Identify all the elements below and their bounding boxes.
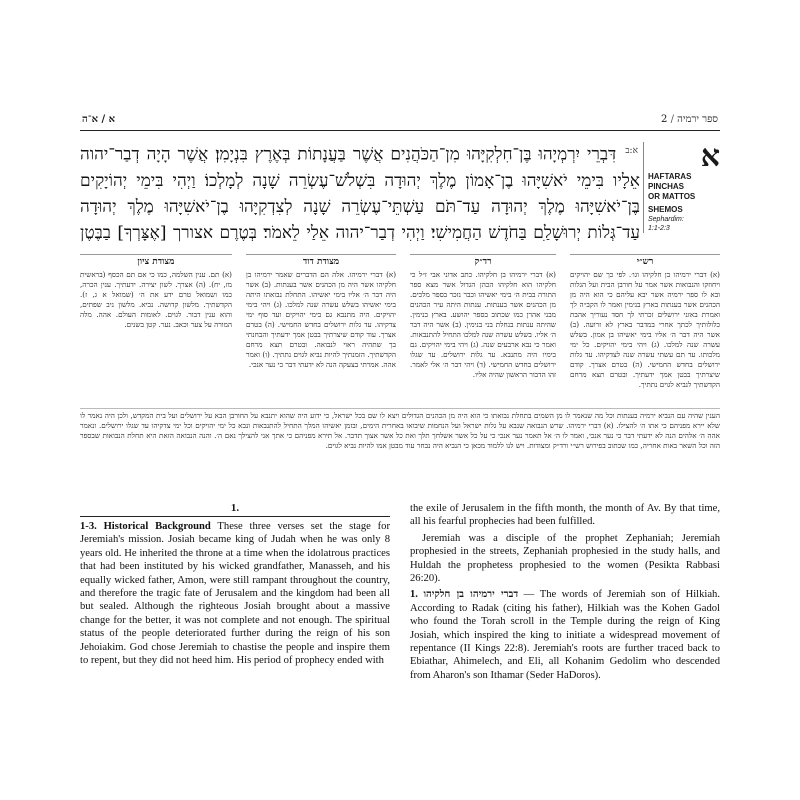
haftaras-label-3: OR MATTOS [648,192,696,201]
sephardim-label: Sephardim: [648,216,684,223]
english-paragraph [410,502,720,529]
paragraph-text: the exile of Jerusalem in the fifth month, the month of Av. By that time, all his fearful prophecies had been fulfilled. [410,503,720,528]
book-title: ספר ירמיה [677,114,718,125]
metzudas-tzion-commentary: (א) תם. ענין השלמה, כמו כי אם תם הכסף (בראשית מז, יח). (ה) אצרך. לשון יצירה. ידעתיך. ענין הכרה, כמו ושמואל טרם ידע את ה׳ (שמואל א ג, ז). הקדשתיך. מלשון קדושה. נביא. מלשון ניב שפתים, והוא ענין דבור. לגוים. לאומות העולם. אהה. מלה המורה על צער וכאב. נער. קטן בשנים. [80,270,232,329]
full-width-commentary: הענין שהיה עם הנביא ירמיה בענתות וכל מה שנאמר לו מן השמים בתחלת נבואתו כי הוא היה מן הכהנים הגדולים ויצא לו שם בכל ישראל, כי ידוע היה שהוא יתנבא על החורבן הבא על ירושלים ועל בית המקדש, ולכן היה נאמר לו שלא יירא מפניהם כי אתו ה׳ להצילו. (א) דברי ירמיהו. שרש הנבואה שנבא על גלות ישראל ועל הנחמות שיבואו באחרית הימים, ובזמן יאשיהו המלך התחיל להתנבאות ונבא כל ימי יהויקים וכל ימי צדקיהו עד שגלו ירושלים. ונאמר אהה ה׳ אלהים הנה לא ידעתי דבר כי נער אנכי, ואמר לו ה׳ אל תאמר נער אנכי כי על כל אשר אשלחך תלך ואת כל אשר אצוך תדבר. אל תירא מפניהם כי אתך אני להצילך נאם ה׳. והנה הנבואה הזאת היא תחלת הנבואות שבספר הזה וכל השאר באות אחריה, כמו שכתוב בפירוש רש״י ורד״ק ומצודות. ויש לנו ללמוד מכאן כי הנביא היה נבחר עוד מבטן אמו להיות נביא לגוים. [80,408,720,503]
english-column-right [410,502,720,685]
english-section-number: 1. [230,502,240,514]
radak-commentary: (א) דברי ירמיהו בן חלקיהו. כתב אדוני אבי ז״ל כי חלקיהו הוא חלקיהו הכהן הגדול אשר מצא ספר התורה בבית ה׳ בימי יאשיהו וכבר נזכר בספר מלכים. מן הכהנים אשר בענתות. ענתות היתה עיר הכהנים מבני אהרן כמו שכתוב בספר יהושע. בארץ בנימין. שהיתה ענתות בנחלת בני בנימין. (ב) אשר היה דבר ה׳ אליו. בשלש עשרה שנה למלכו התחיל להתנבאות. ואמר כי נבא ארבעים שנה. (ג) ויהי בימי יהויקים. גם בימיו היה מתנבא. עד גלות ירושלים. עד שגלו ירושלים בחדש החמישי. (ד) ויהי דבר ה׳ אלי לאמר. זהו הדבור הראשון שהיה אליו. [410,270,556,379]
english-divider [80,516,390,517]
chapter-letter: א [700,139,720,174]
haftaras-label-1: HAFTARAS [648,172,692,181]
chapter-verse-range: א / א־ה [82,114,116,125]
page-number: 2 [661,114,668,125]
verse-reference: א:ב [625,146,638,156]
metzudas-david-header: מצודת דוד [246,254,396,267]
page-header [80,114,720,131]
book-page [80,96,720,706]
hebrew-lemma: דברי ירמיהו בן חלקיהו [423,589,519,601]
paragraph-text: Jeremiah was a disciple of the prophet Zephaniah; Jeremiah prophesied in the streets, Zephaniah prophesied in the study halls, and Huldah the prophetess prophesied to the women (Pesikta Rabbasi 26:20). [410,532,720,585]
english-paragraph [80,520,390,667]
haftaras-label-2: PINCHAS [648,182,685,191]
paragraph-lead: 1. [410,589,418,601]
paragraph-lead: 1-3. Historical Background [80,521,211,532]
radak-header: רד״ק [410,254,556,267]
commentary-headers [80,254,720,268]
english-paragraph [410,588,720,682]
verse-text: דִּבְרֵי יִרְמְיָהוּ בֶּן־חִלְקִיָּהוּ מִן־הַכֹּהֲנִים אֲשֶׁר בַּעֲנָתוֹת בְּאֶרֶץ בִּנְיָמִן׃ אֲשֶׁר הָיָה דְבַר־יהוה אֵלָיו בִּימֵי יֹאשִׁיָּהוּ בֶן־אָמוֹן מֶלֶךְ יְהוּדָה בִּשְׁלֹשׁ־עֶשְׂרֵה שָׁנָה לְמָלְכוֹ׃ וַיְהִי בִּימֵי יְהוֹיָקִים בֶּן־יֹאשִׁיָּהוּ מֶלֶךְ יְהוּדָה עַד־תֹּם עַשְׁתֵּי־עֶשְׂרֵה שָׁנָה לְצִדְקִיָּהוּ בֶן־יֹאשִׁיָּהוּ מֶלֶךְ יְהוּדָה עַד־גְּלוֹת יְרוּשָׁלַ‍ִם בַּחֹדֶשׁ הַחֲמִישִׁי׃ וַיְהִי דְבַר־יהוה אֵלַי לֵאמֹר׃ בְּטֶרֶם אצורך [אֶצָּרְךָ] בַבֶּטֶן [80,144,640,243]
scripture-text [80,138,640,244]
english-paragraph [410,532,720,586]
haftarah-sidebar [643,139,720,233]
shemos-label: SHEMOS [648,205,683,214]
running-head: ספר ירמיה / 2 [661,114,718,125]
metzudas-tzion-header: מצודת ציון [80,254,232,267]
paragraph-text: — The words of Jeremiah son of Hilkiah. According to Radak (citing his father), Hilkiah was the Kohen Gadol who found the Torah scroll in the Temple during the reign of King Josiah, which inspired the king to initiate a widespread movement of repentance (II Kings 22:8). Jeremiah's roots are further traced back to Ebiathar, Ahimelech, and Eli, all Kohanim Gedolim who descended from Aharon's son Ithamar (Seder HaDoros). [410,589,720,681]
english-column-left [80,520,390,670]
paragraph-text: These three verses set the stage for Jeremiah's mission. Josiah became king of Judah when he was only 8 years old. He inherited the throne at a time when the idolatrous practices that had been instituted by his wicked grandfather, Manasseh, and his equally wicked father, Amon, were still rampant throughout the country, and therefore the tragic fate of Jerusalem and the kingdom had been all but sealed. Although the righteous Josiah brought about a massive change for the better, it was not complete and not enough. The spiritual status of the people deteriorated further during the reign of his son Jehoiakim. God chose Jeremiah to chastise the people and inspire them to repent, but they did not heed him. His period of prophecy ended with [80,521,390,667]
metzudas-david-commentary: (א) דברי ירמיהו. אלה הם הדברים שאמר ירמיהו בן חלקיהו אשר היה מן הכהנים אשר בענתות. (ב) אשר היה דבר ה׳ אליו בימי יאשיהו. התחלת נבואתו היתה בימי יאשיהו בשלש עשרה שנה למלכו. (ג) ויהי בימי יהויקים. היה מתנבא גם בימי יהויקים ועד סוף ימי צדקיהו. עד גלות ירושלים בחדש החמישי. (ה) בטרם אצרך. עוד קודם שיצרתיך בבטן אמך ידעתיך והבחנתי בך שתהיה ראוי לנבואה. ובטרם תצא מרחם הקדשתיך. הזמנתיך להיות נביא לגוים נתתיך. (ו) ואמר אהה. אמרתי בצעקה הנה לא ידעתי דבר כי נער אנכי. [246,270,396,369]
rashi-commentary: (א) דברי ירמיהו בן חלקיהו וגו׳. לפי כך שם יהויקים ויחוזקו והנבואות אשר אמר על חורבן הבית ועל הגלות ובא לו ספר ירמיה אשר יבא עליהם כי הוא היה מן הכהנים אשר בענתות בארץ בנימין ואמר לו הקב״ה לך ואמרת באזני ירושלים זכרתי לך חסד נעוריך אהבת כלולותיך לכתך אחרי במדבר בארץ לא זרועה. (ב) אשר היה דבר ה׳ אליו בימי יאשיהו בן אמון. בשלש עשרה שנה למלכו. (ג) ויהי בימי יהויקים. כל ימי מלכותו. עד תם עשתי עשרה שנה לצדקיהו. עד גלות ירושלים בחדש החמישי. (ה) בטרם אצרך. קודם שיצרתיך בבטן אמך ידעתיך. ובטרם תצא מרחם הקדשתיך לנביא לגוים נתתיך. [570,270,720,389]
haftarah-reference: 1:1-2:3 [648,225,670,232]
rashi-header: רש״י [570,254,720,267]
